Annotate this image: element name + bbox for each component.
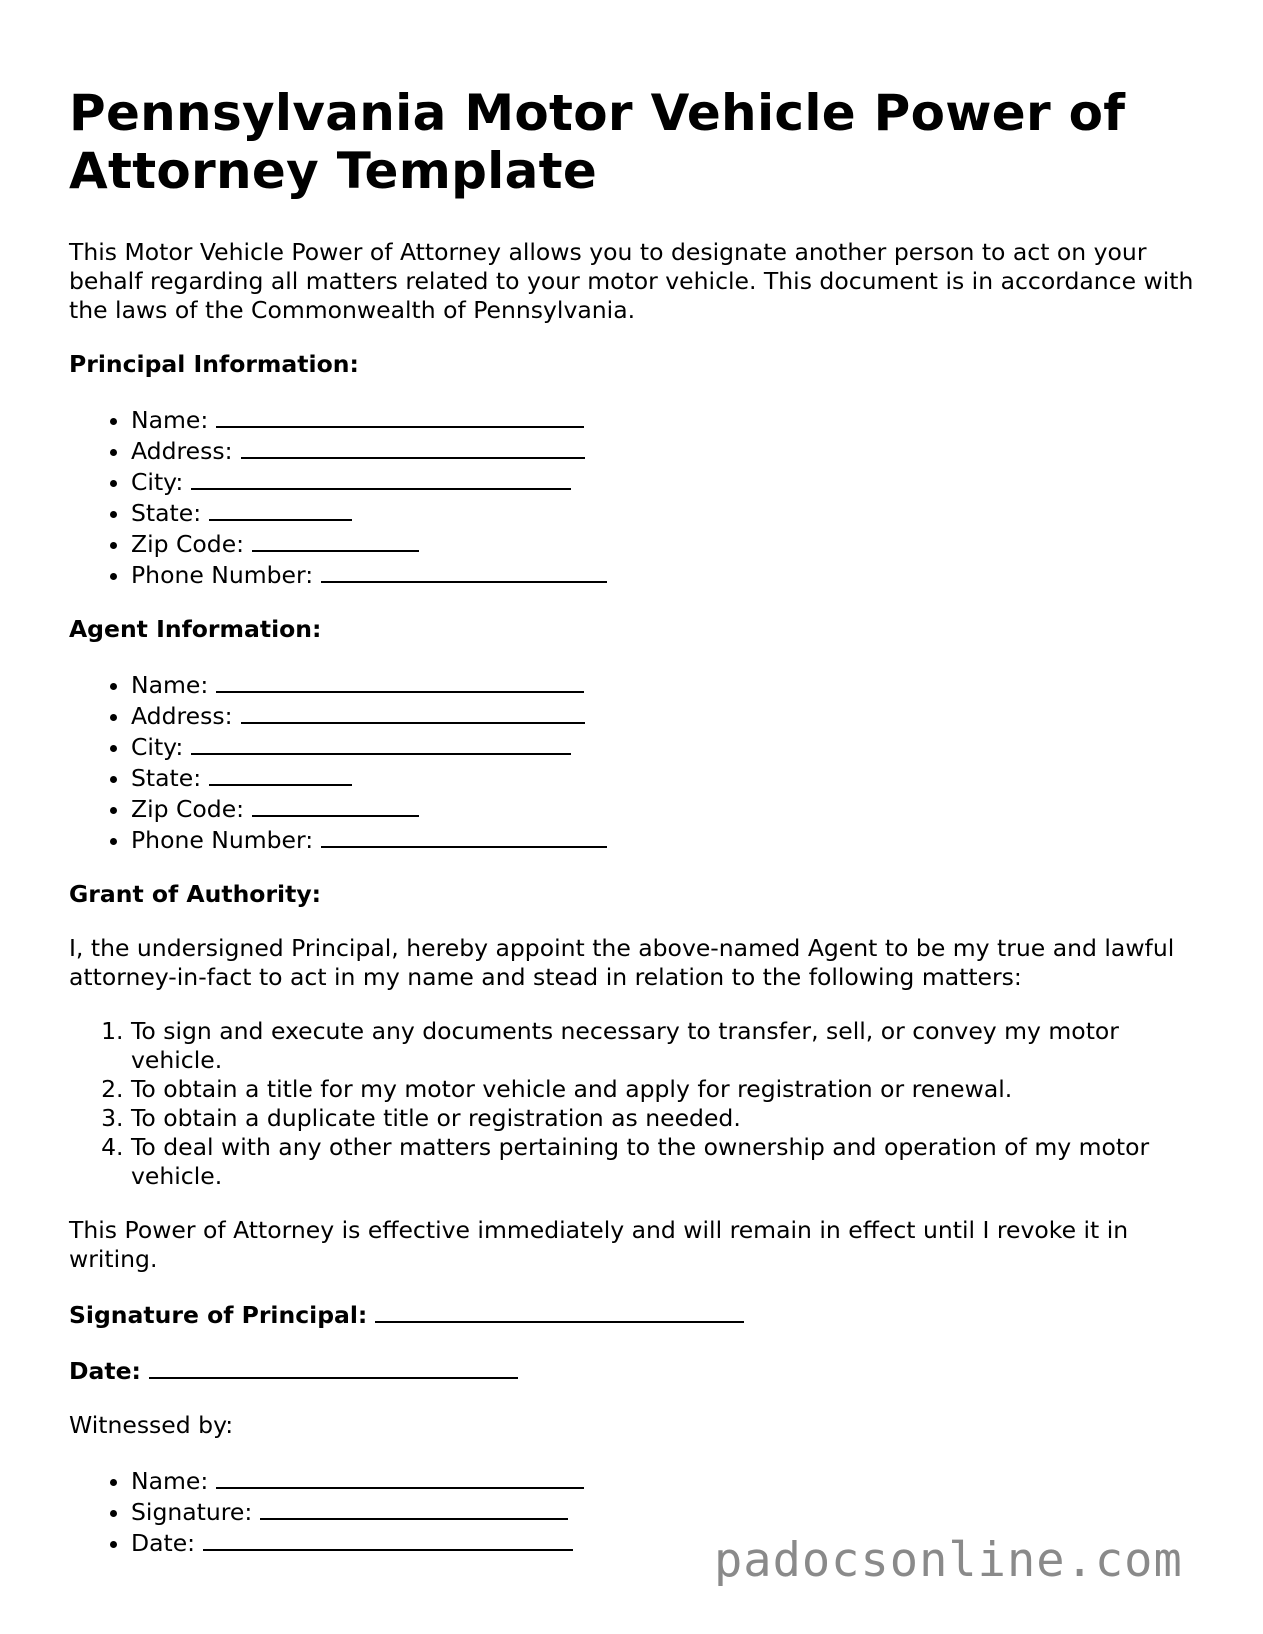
grant-item: 2. To obtain a title for my motor vehicle and apply for registration or renewal.: [131, 1075, 1199, 1104]
witness-signature-field: • Signature:: [131, 1496, 1199, 1527]
principal-zip-field: • Zip Code:: [131, 528, 1199, 559]
principal-fields-list: [69, 404, 1199, 590]
grant-heading: Grant of Authority:: [69, 880, 322, 908]
principal-city-field: • City:: [131, 466, 1199, 497]
agent-state-field: • State:: [131, 762, 1199, 793]
agent-heading: Agent Information:: [69, 615, 322, 643]
principal-signature-line: Signature of Principal:: [69, 1299, 1199, 1330]
agent-name-blank[interactable]: [216, 669, 584, 693]
principal-address-blank[interactable]: [241, 435, 585, 459]
principal-zip-blank[interactable]: [252, 528, 419, 552]
principal-phone-blank[interactable]: [321, 559, 607, 583]
witness-date-field: • Date:: [131, 1527, 1199, 1558]
agent-state-blank[interactable]: [209, 762, 352, 786]
witness-name-blank[interactable]: [216, 1465, 584, 1489]
witness-date-blank[interactable]: [203, 1527, 573, 1551]
agent-zip-blank[interactable]: [252, 793, 419, 817]
grant-items-list: [69, 1017, 1199, 1191]
principal-name-field: • Name:: [131, 404, 1199, 435]
witness-signature-blank[interactable]: [260, 1496, 568, 1520]
agent-phone-blank[interactable]: [321, 824, 607, 848]
grant-item: 1. To sign and execute any documents necessary to transfer, sell, or convey my motor vehicle.: [131, 1017, 1199, 1075]
grant-item: 3. To obtain a duplicate title or registration as needed.: [131, 1104, 1199, 1133]
principal-state-field: • State:: [131, 497, 1199, 528]
document-page: [69, 84, 1199, 1583]
principal-city-blank[interactable]: [191, 466, 571, 490]
principal-signature-blank[interactable]: [375, 1299, 744, 1323]
principal-heading: Principal Information:: [69, 350, 359, 378]
date-line: Date:: [69, 1355, 1199, 1386]
principal-name-blank[interactable]: [216, 404, 584, 428]
agent-name-field: • Name:: [131, 669, 1199, 700]
principal-phone-field: • Phone Number:: [131, 559, 1199, 590]
witness-name-field: • Name:: [131, 1465, 1199, 1496]
principal-address-field: • Address:: [131, 435, 1199, 466]
agent-city-field: • City:: [131, 731, 1199, 762]
intro-paragraph: This Motor Vehicle Power of Attorney allows you to designate another person to act on your behalf regarding all matters related to your motor vehicle. This document is in accordance with the laws of the Commonwealth of Pennsylvania.: [69, 238, 1194, 324]
principal-state-blank[interactable]: [209, 497, 352, 521]
agent-address-blank[interactable]: [241, 700, 585, 724]
grant-item: 4. To deal with any other matters pertaining to the ownership and operation of my motor vehicle.: [131, 1133, 1199, 1191]
watermark-text: padocsonline.com: [714, 1533, 1183, 1588]
agent-phone-field: • Phone Number:: [131, 824, 1199, 855]
agent-address-field: • Address:: [131, 700, 1199, 731]
effective-statement: This Power of Attorney is effective immediately and will remain in effect until I revoke it in writing.: [69, 1216, 1129, 1273]
date-blank[interactable]: [149, 1355, 518, 1379]
document-title: Pennsylvania Motor Vehicle Power of Attorney Template: [69, 84, 1126, 200]
agent-fields-list: [69, 669, 1199, 855]
grant-statement: I, the undersigned Principal, hereby appoint the above-named Agent to be my true and lawful attorney-in-fact to act in my name and stead in relation to the following matters:: [69, 934, 1175, 991]
agent-zip-field: • Zip Code:: [131, 793, 1199, 824]
witness-label: Witnessed by:: [69, 1411, 234, 1439]
agent-city-blank[interactable]: [191, 731, 571, 755]
